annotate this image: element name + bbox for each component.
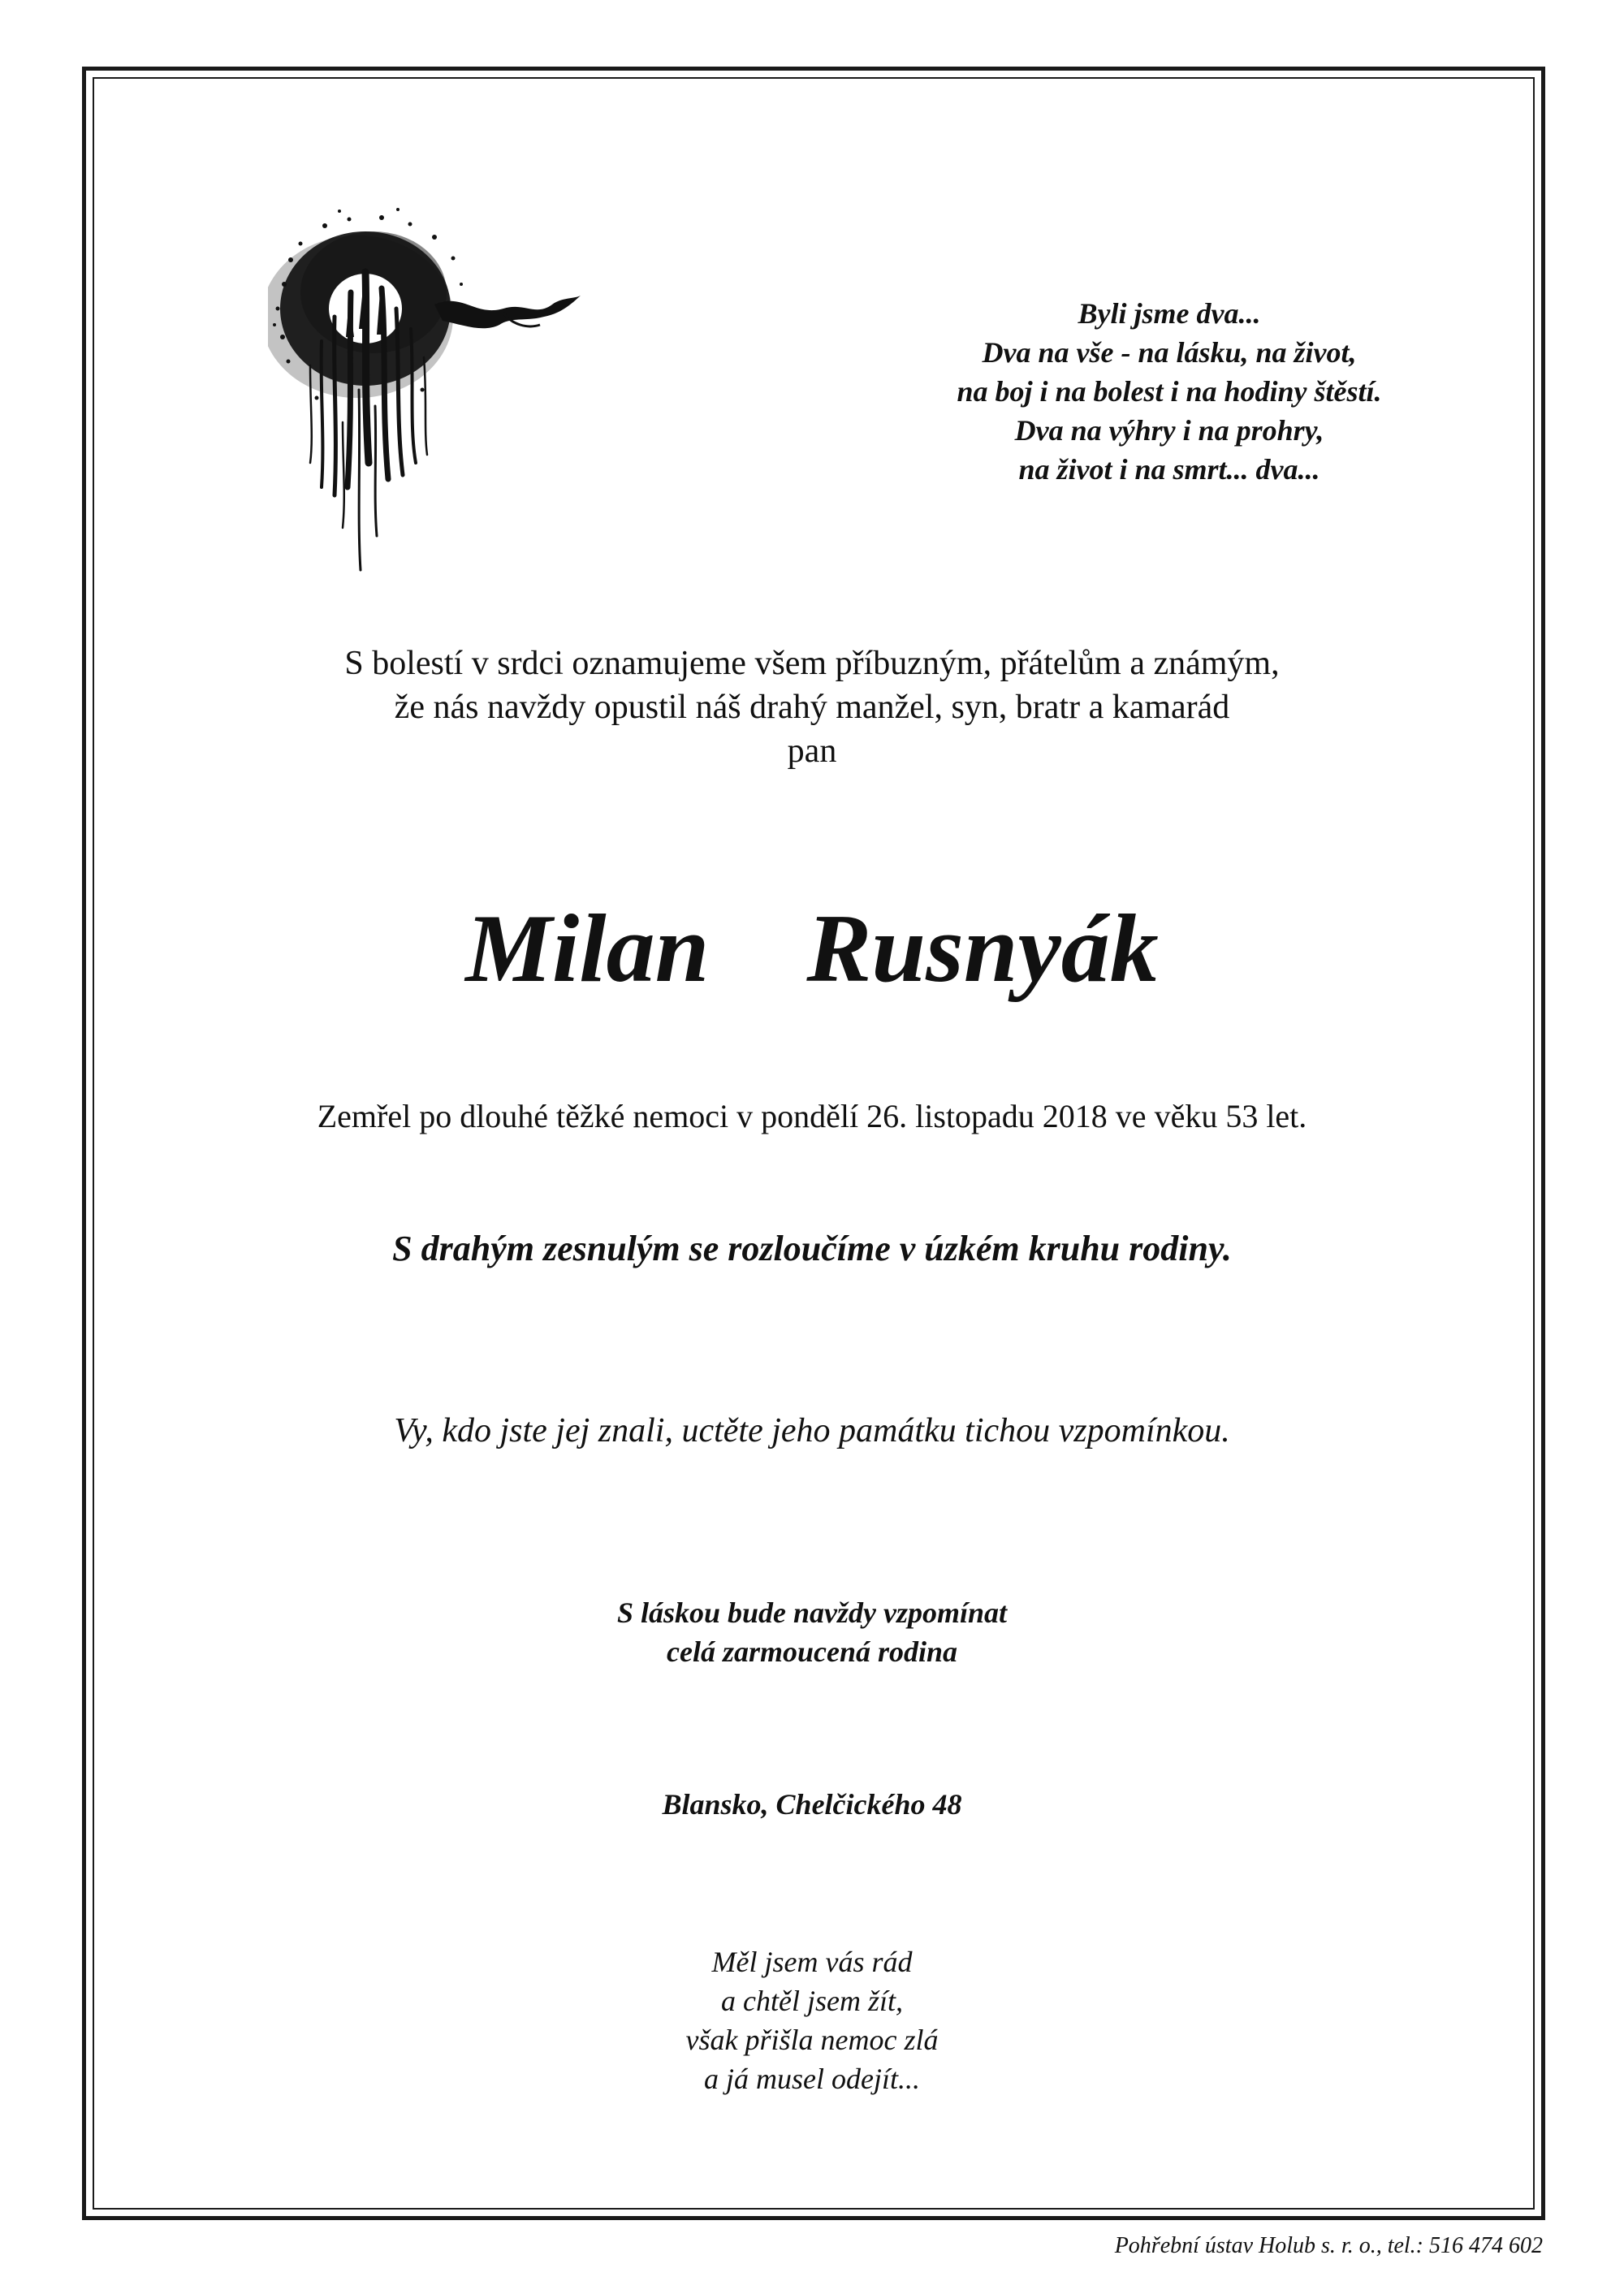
address: Blansko, Chelčického 48 bbox=[662, 1788, 962, 1821]
poem-bottom-line: Měl jsem vás rád bbox=[711, 1946, 913, 1978]
poem-top bbox=[877, 294, 1462, 489]
farewell-notice: S drahým zesnulým se rozloučíme v úzkém kruhu rodiny. bbox=[392, 1229, 1232, 1268]
poem-top-line: na život i na smrt... dva... bbox=[1018, 453, 1320, 486]
announcement-line: S bolestí v srdci oznamujeme všem příbuzným, přátelům a známým, bbox=[344, 645, 1280, 682]
funeral-home-footer: Pohřební ústav Holub s. r. o., tel.: 516 474 602 bbox=[1114, 2233, 1543, 2258]
signature-line: celá zarmoucená rodina bbox=[666, 1635, 957, 1668]
poem-top-line: Dva na vše - na lásku, na život, bbox=[982, 336, 1357, 369]
announcement-line: pan bbox=[787, 732, 837, 770]
death-notice: Zemřel po dlouhé těžké nemoci v pondělí 26. listopadu 2018 ve věku 53 let. bbox=[317, 1098, 1307, 1134]
poem-bottom-line: však přišla nemoc zlá bbox=[685, 2024, 939, 2056]
announcement bbox=[0, 642, 1624, 773]
poem-top-line: Dva na výhry i na prohry, bbox=[1014, 414, 1324, 447]
family-signature bbox=[0, 1593, 1624, 1671]
poem-bottom bbox=[0, 1942, 1624, 2098]
announcement-line: že nás navždy opustil náš drahý manžel, syn, bratr a kamarád bbox=[394, 689, 1230, 726]
poem-top-line: Byli jsme dva... bbox=[1078, 297, 1261, 330]
signature-line: S láskou bude navždy vzpomínat bbox=[616, 1596, 1008, 1629]
deceased-name: Milan Rusnyák bbox=[465, 894, 1159, 1002]
poem-top-line: na boj i na bolest i na hodiny štěstí. bbox=[957, 375, 1382, 408]
poem-bottom-line: a chtěl jsem žít, bbox=[721, 1985, 903, 2017]
moon-and-reeds-icon bbox=[268, 195, 585, 577]
poem-bottom-line: a já musel odejít... bbox=[704, 2063, 920, 2095]
honor-request: Vy, kdo jste jej znali, uctěte jeho památku tichou vzpomínkou. bbox=[394, 1412, 1230, 1449]
